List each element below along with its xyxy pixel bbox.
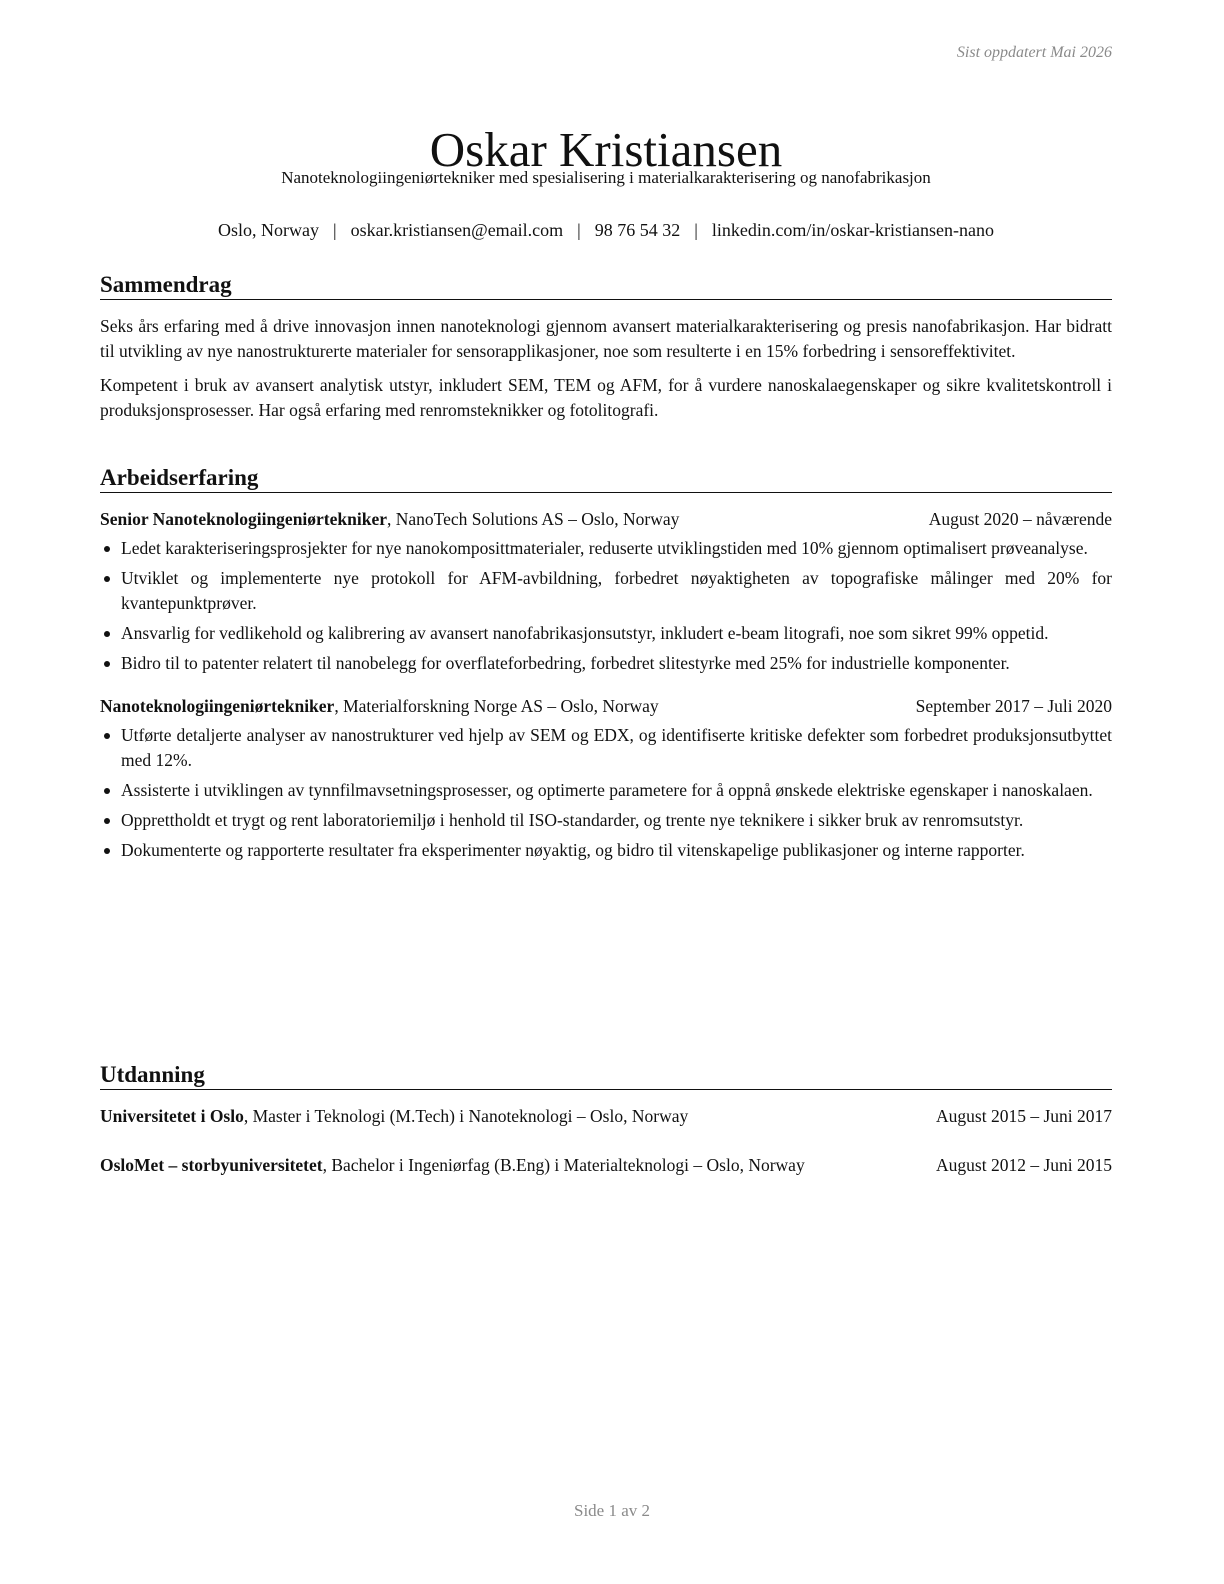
education-entry [100,1153,1112,1178]
education-section [100,1061,1112,1178]
bullet-icon [104,733,110,739]
section-title-education: Utdanning [100,1061,1112,1090]
job-bullet: Ledet karakteriseringsprosjekter for nye nanokomposittmaterialer, reduserte utviklingstiden med 10% gjennom optimalisert prøveanalyse. [100,536,1112,561]
education-entry [100,1104,1112,1129]
job-header [100,694,1112,719]
job-bullet: Opprettholdt et trygt og rent laboratoriemiljø i henhold til ISO-standarder, og trente nye teknikere i sikker bruk av renromsutstyr. [100,808,1112,833]
bullet-icon [104,661,110,667]
contact-phone: 98 76 54 32 [594,220,681,240]
job-details: , Materialforskning Norge AS – Oslo, Norway [334,696,659,716]
contact-separator: | [333,220,337,240]
bullet-icon [104,631,110,637]
job-details: , NanoTech Solutions AS – Oslo, Norway [387,509,680,529]
last-updated: Sist oppdatert Mai 2026 [956,44,1112,61]
job-bullet: Bidro til to patenter relatert til nanobelegg for overflateforbedring, forbedret slitestyrke med 25% for industrielle komponenter. [100,651,1112,676]
section-title-summary: Sammendrag [100,271,1112,300]
tagline: Nanoteknologiingeniørtekniker med spesialisering i materialkarakterisering og nanofabrikasjon [281,168,931,187]
bullet-icon [104,848,110,854]
summary-section [100,271,1112,423]
contact-separator: | [577,220,581,240]
job-entry [100,507,1112,676]
contact-line [100,220,1112,241]
job-role: Nanoteknologiingeniørtekniker [100,696,335,716]
contact-linkedin[interactable]: linkedin.com/in/oskar-kristiansen-nano [711,220,994,240]
education-details: , Bachelor i Ingeniørfag (B.Eng) i Materialteknologi – Oslo, Norway [322,1155,805,1175]
education-dates: August 2012 – Juni 2015 [936,1155,1112,1175]
job-bullet: Utviklet og implementerte nye protokoll for AFM-avbildning, forbedret nøyaktigheten av topografiske målinger med 20% for kvantepunktprøver. [100,566,1112,616]
summary-paragraph: Kompetent i bruk av avansert analytisk utstyr, inkludert SEM, TEM og AFM, for å vurdere nanoskalaegenskaper og sikre kvalitetskontroll i produksjonsprosesser. Har også erfaring med renromsteknikker og fotolitografi. [100,375,1112,420]
education-details: , Master i Teknologi (M.Tech) i Nanoteknologi – Oslo, Norway [243,1106,689,1126]
experience-section [100,464,1112,868]
summary-paragraph: Seks års erfaring med å drive innovasjon innen nanoteknologi gjennom avansert materialkarakterisering og presis nanofabrikasjon. Har bidratt til utvikling av nye nanostrukturerte materialer for sensorapplikasjoner, noe som resulterte i en 15% forbedring i sensoreffektivitet. [100,316,1112,361]
job-bullet: Dokumenterte og rapporterte resultater fra eksperimenter nøyaktig, og bidro til vitenskapelige publikasjoner og interne rapporter. [100,838,1112,863]
education-school: OsloMet – storbyuniversitetet [100,1155,323,1175]
bullet-icon [104,818,110,824]
job-dates: August 2020 – nåværende [928,509,1112,529]
page-number: Side 1 av 2 [573,1501,651,1520]
job-bullet: Utførte detaljerte analyser av nanostrukturer ved hjelp av SEM og EDX, og identifiserte kritiske defekter som forbedret produksjonsutbyttet med 12%. [100,723,1112,773]
education-dates: August 2015 – Juni 2017 [936,1106,1112,1126]
contact-email[interactable]: oskar.kristiansen@email.com [350,220,564,240]
job-bullets [100,723,1112,863]
job-bullet: Ansvarlig for vedlikehold og kalibrering av avansert nanofabrikasjonsutstyr, inkludert e-beam litografi, noe som sikret 99% oppetid. [100,621,1112,646]
job-role: Senior Nanoteknologiingeniørtekniker [100,509,387,529]
candidate-name: Oskar Kristiansen [429,121,783,177]
education-school: Universitetet i Oslo [100,1106,244,1126]
job-bullet: Assisterte i utviklingen av tynnfilmavsetningsprosesser, og optimerte parametere for å oppnå ønskede elektriske egenskaper i nanoskalaen. [100,778,1112,803]
contact-separator: | [694,220,698,240]
bullet-icon [104,788,110,794]
job-dates: September 2017 – Juli 2020 [915,696,1112,716]
bullet-icon [104,576,110,582]
job-header [100,507,1112,532]
job-entry [100,694,1112,863]
contact-location: Oslo, Norway [218,220,320,240]
bullet-icon [104,546,110,552]
job-bullets [100,536,1112,676]
section-title-experience: Arbeidserfaring [100,464,1112,493]
